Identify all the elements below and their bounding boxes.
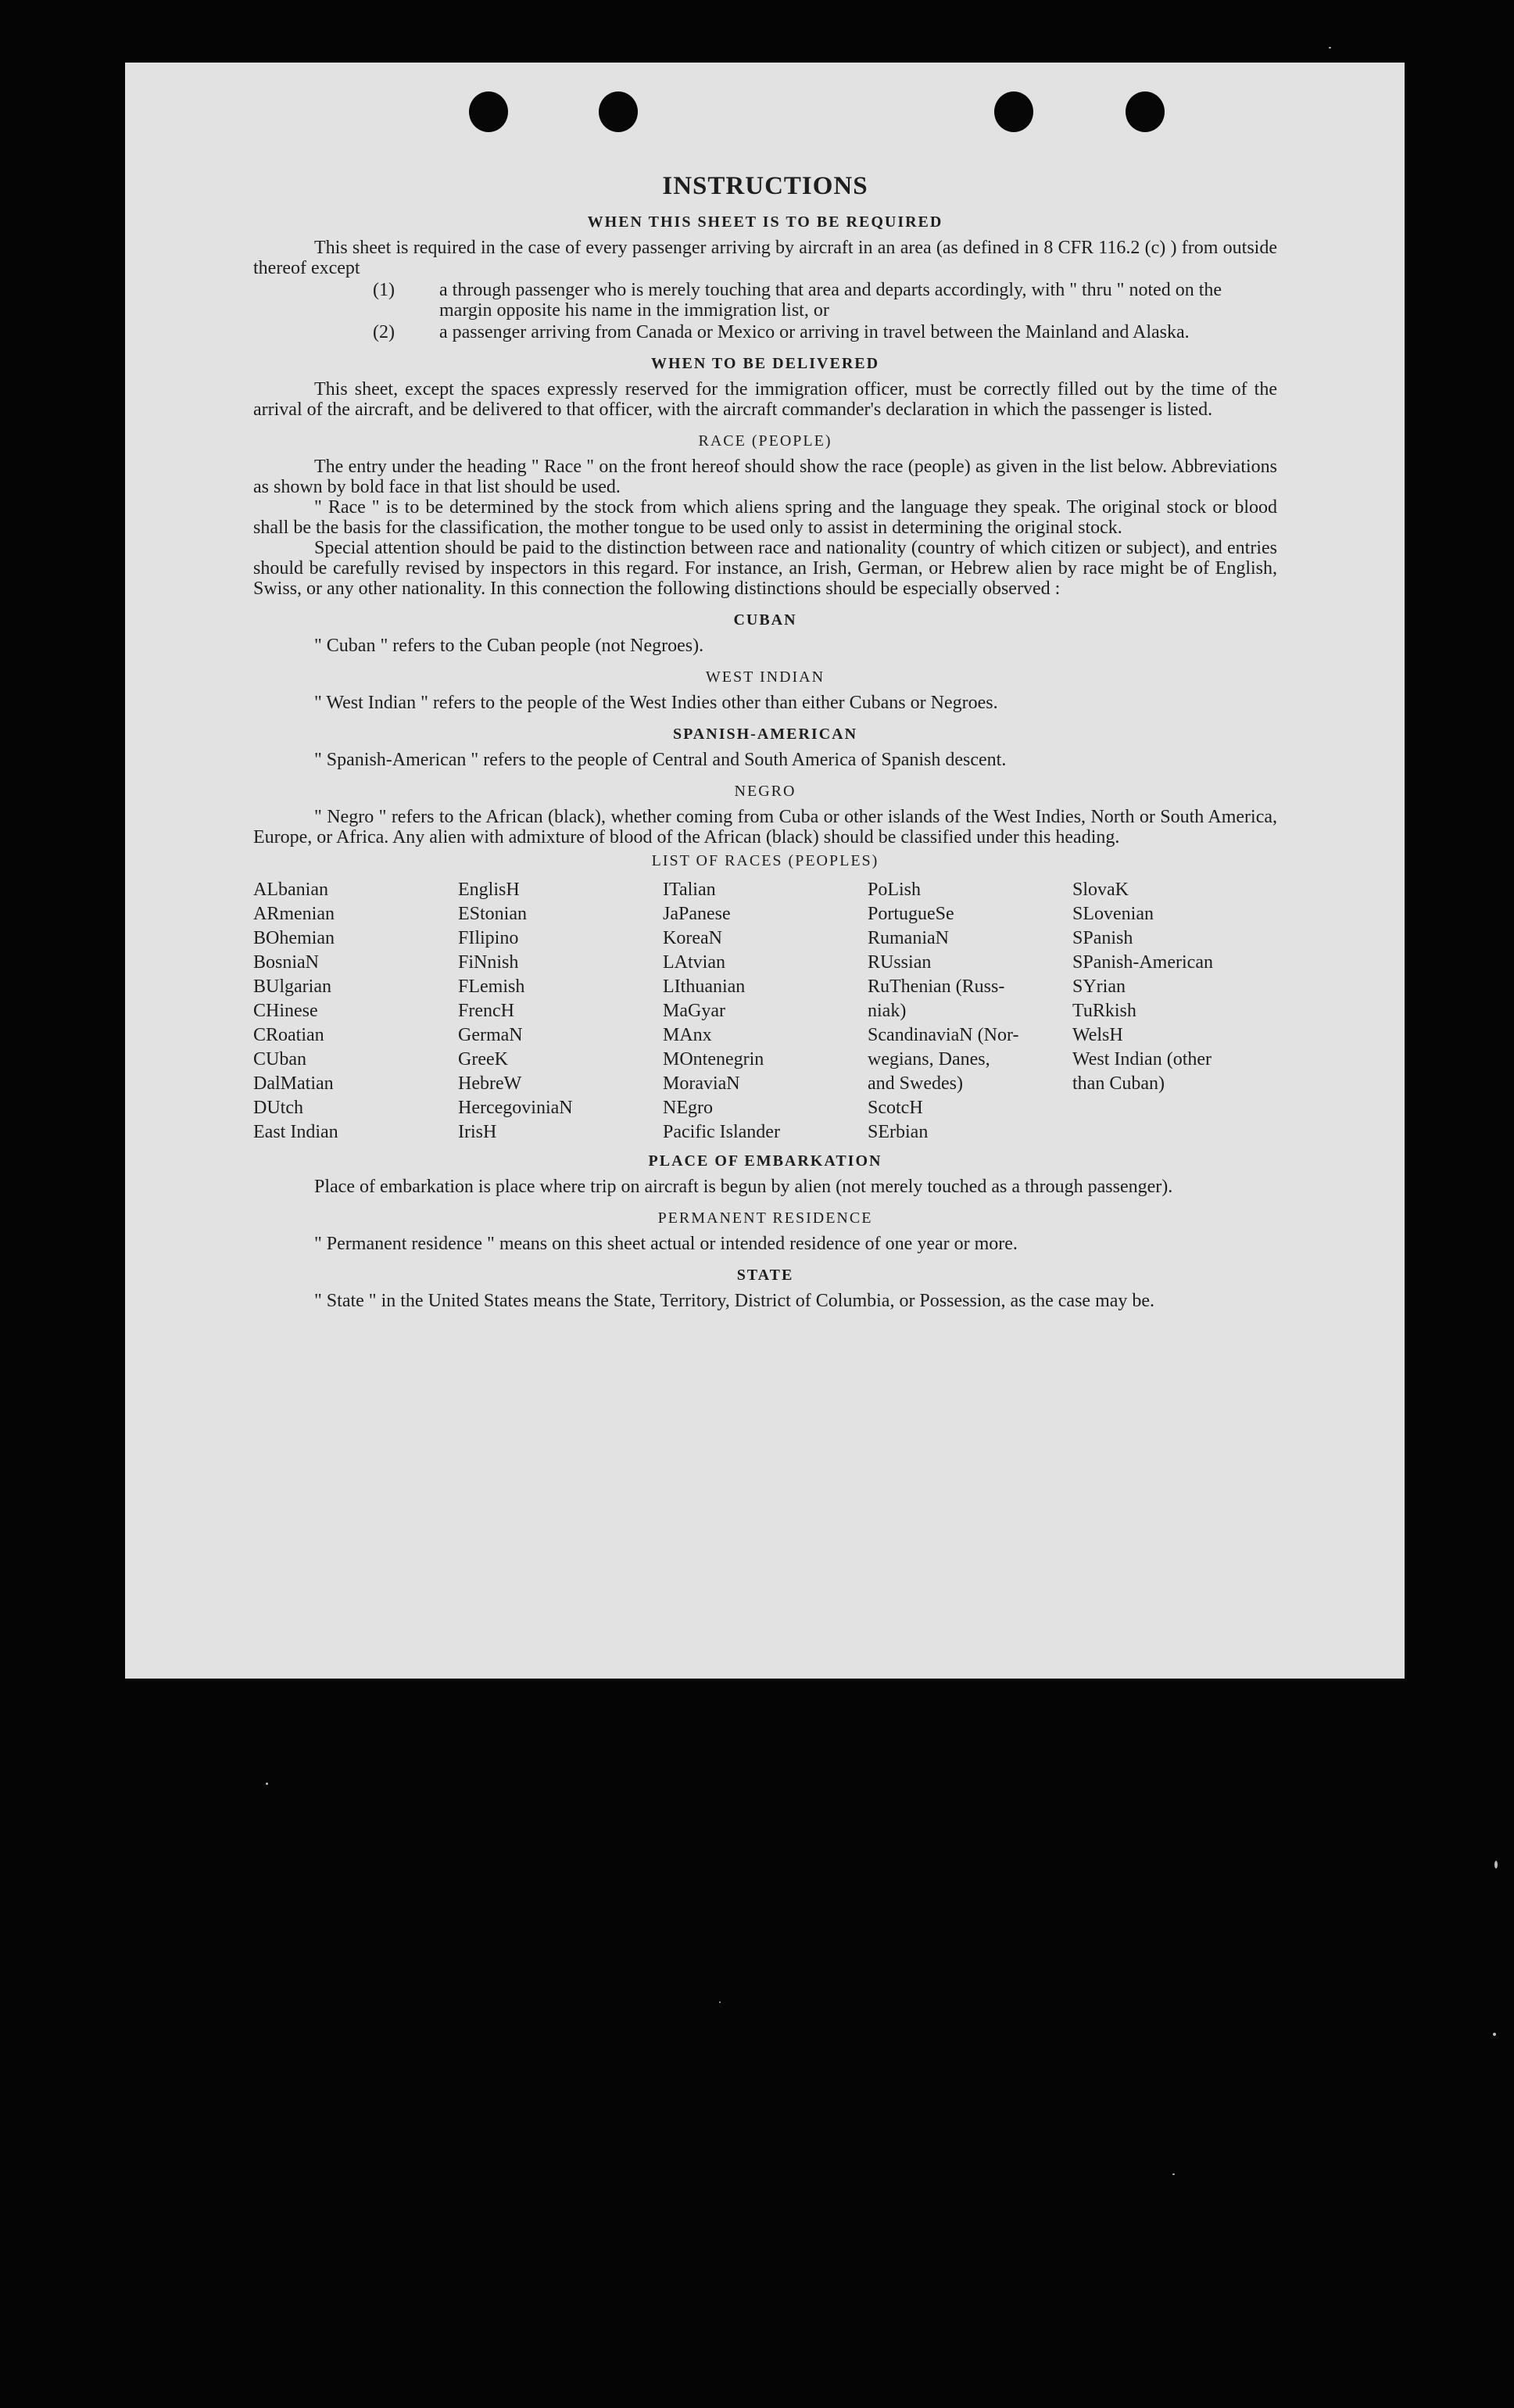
section-paragraph: " Race " is to be determined by the stock from which aliens spring and the language they speak. The original stock or blood shall be the basis for the classification, the mother tongue to be used only to assist in determining the original stock. <box>253 497 1277 538</box>
race-entry: RUssian <box>868 952 932 973</box>
section-spanish-american <box>253 726 1277 770</box>
section-paragraph: Special attention should be paid to the distinction between race and nationality (country of which citizen or subject), and entries should be carefully revised by inspectors in this regard. For instance, an Irish, German, or Hebrew alien by race might be of English, Swiss, or any other nationality. In this connection the following distinctions should be especially observed : <box>253 538 1277 599</box>
section-paragraph: " Negro " refers to the African (black), whether coming from Cuba or other islands of the West Indies, North or South America, Europe, or Africa. Any alien with admixture of blood of the African (black) should be classified under this heading. <box>253 807 1277 847</box>
section-heading: RACE (PEOPLE) <box>698 432 832 450</box>
race-entry: ALbanian <box>253 880 328 900</box>
scan-speck <box>266 1783 268 1785</box>
race-entry: RumaniaN <box>868 928 949 948</box>
races-column <box>253 878 458 1145</box>
item-number: (2) <box>373 322 395 342</box>
scan-speck <box>1493 2033 1496 2036</box>
race-entry: LIthuanian <box>663 976 746 997</box>
races-column <box>663 878 868 1145</box>
race-entry: DalMatian <box>253 1073 334 1094</box>
race-entry: GreeK <box>458 1049 508 1070</box>
punch-hole <box>1126 91 1165 132</box>
section-heading: NEGRO <box>734 783 796 800</box>
section-state <box>253 1267 1277 1311</box>
race-entry: SYrian <box>1072 976 1126 997</box>
race-entry: SErbian <box>868 1122 929 1142</box>
race-entry: KoreaN <box>663 928 722 948</box>
page-title: INSTRUCTIONS <box>662 172 868 200</box>
race-entry: BosniaN <box>253 952 319 973</box>
race-entry: NEgro <box>663 1098 713 1118</box>
race-entry: SLovenian <box>1072 904 1154 924</box>
race-entry: BOhemian <box>253 928 335 948</box>
list-item <box>253 322 1277 342</box>
scan-speck <box>1494 1861 1498 1869</box>
race-entry: SPanish <box>1072 928 1133 948</box>
race-entry: CRoatian <box>253 1025 324 1045</box>
item-number: (1) <box>373 280 395 300</box>
punch-hole <box>599 91 638 132</box>
race-entry: East Indian <box>253 1122 338 1142</box>
punch-hole <box>469 91 508 132</box>
section-paragraph: " West Indian " refers to the people of the West Indies other than either Cubans or Negroes. <box>314 693 998 713</box>
scan-speck <box>1172 2173 1175 2175</box>
race-entry: TuRkish <box>1072 1001 1136 1021</box>
race-entry: HercegoviniaN <box>458 1098 573 1118</box>
section-intro: This sheet is required in the case of every passenger arriving by aircraft in an area (as defined in 8 CFR 116.2 (c) ) from outside thereof except <box>253 238 1277 278</box>
race-entry: LAtvian <box>663 952 725 973</box>
document-sheet <box>125 63 1405 1679</box>
section-west-indian <box>253 668 1277 713</box>
section-paragraph: This sheet, except the spaces expressly reserved for the immigration officer, must be correctly filled out by the time of the arrival of the aircraft, and be delivered to that officer, with the aircraft commander's declaration in which the passenger is listed. <box>253 379 1277 420</box>
race-entry: JaPanese <box>663 904 731 924</box>
race-entry: SPanish-American <box>1072 952 1213 973</box>
section-heading: PERMANENT RESIDENCE <box>657 1209 873 1227</box>
race-entry: CHinese <box>253 1001 318 1021</box>
race-entry: DUtch <box>253 1098 303 1118</box>
scan-speck <box>719 2001 721 2003</box>
section-heading: PLACE OF EMBARKATION <box>648 1152 882 1170</box>
race-entry: than Cuban) <box>1072 1073 1165 1094</box>
section-list-of-races <box>253 852 1277 1145</box>
race-entry: RuThenian (Russ- <box>868 976 1005 997</box>
list-item <box>253 280 1277 321</box>
section-heading: WHEN THIS SHEET IS TO BE REQUIRED <box>587 213 943 231</box>
section-cuban <box>253 611 1277 656</box>
section-paragraph: The entry under the heading " Race " on the front hereof should show the race (people) as given in the list below. Abbreviations as shown by bold face in that list should be used. <box>253 457 1277 497</box>
race-entry: HebreW <box>458 1073 522 1094</box>
race-entry: and Swedes) <box>868 1073 963 1094</box>
race-entry: PortugueSe <box>868 904 954 924</box>
race-entry: CUban <box>253 1049 306 1070</box>
race-entry: SlovaK <box>1072 880 1129 900</box>
section-paragraph: " Cuban " refers to the Cuban people (not Negroes). <box>314 636 704 656</box>
race-entry: PoLish <box>868 880 922 900</box>
section-when-required <box>253 213 1277 342</box>
section-when-delivered <box>253 355 1277 420</box>
races-table <box>253 878 1277 1145</box>
race-entry: EStonian <box>458 904 527 924</box>
race-entry: FiNnish <box>458 952 519 973</box>
race-entry: WelsH <box>1072 1025 1123 1045</box>
race-entry: ScandinaviaN (Nor- <box>868 1025 1019 1045</box>
race-entry: wegians, Danes, <box>868 1049 990 1070</box>
race-entry: Pacific Islander <box>663 1122 780 1142</box>
instructions-content <box>253 172 1277 1311</box>
section-paragraph: Place of embarkation is place where trip on aircraft is begun by alien (not merely touched as a through passenger). <box>314 1177 1173 1197</box>
section-permanent-residence <box>253 1209 1277 1254</box>
section-heading: CUBAN <box>733 611 797 629</box>
section-paragraph: " State " in the United States means the State, Territory, District of Columbia, or Possession, as the case may be. <box>314 1291 1155 1311</box>
section-place-of-embarkation <box>253 1152 1277 1197</box>
race-entry: IrisH <box>458 1122 497 1142</box>
section-heading: WHEN TO BE DELIVERED <box>650 355 880 372</box>
race-entry: EnglisH <box>458 880 520 900</box>
section-paragraph: " Permanent residence " means on this sheet actual or intended residence of one year or more. <box>314 1234 1018 1254</box>
section-paragraph: " Spanish-American " refers to the people of Central and South America of Spanish descent. <box>314 750 1007 770</box>
punch-hole <box>994 91 1033 132</box>
item-text: a passenger arriving from Canada or Mexico or arriving in travel between the Mainland and Alaska. <box>439 322 1190 342</box>
races-column <box>868 878 1072 1145</box>
race-entry: FIlipino <box>458 928 519 948</box>
race-entry: MaGyar <box>663 1001 725 1021</box>
race-entry: MOntenegrin <box>663 1049 764 1070</box>
item-text: a through passenger who is merely touching that area and departs accordingly, with " thru " noted on the margin opposite his name in the immigration list, or <box>439 280 1222 321</box>
section-heading: WEST INDIAN <box>705 668 825 686</box>
race-entry: niak) <box>868 1001 907 1021</box>
race-entry: ScotcH <box>868 1098 923 1118</box>
race-entry: MAnx <box>663 1025 712 1045</box>
section-heading: LIST OF RACES (PEOPLES) <box>651 852 879 869</box>
section-race <box>253 432 1277 599</box>
race-entry: BUlgarian <box>253 976 331 997</box>
race-entry: West Indian (other <box>1072 1049 1212 1070</box>
section-heading: SPANISH-AMERICAN <box>672 726 858 743</box>
race-entry: FLemish <box>458 976 525 997</box>
race-entry: MoraviaN <box>663 1073 740 1094</box>
races-column <box>458 878 663 1145</box>
races-column <box>1072 878 1277 1145</box>
race-entry: FrencH <box>458 1001 514 1021</box>
section-heading: STATE <box>736 1267 794 1284</box>
scan-speck <box>1329 47 1331 48</box>
race-entry: ARmenian <box>253 904 335 924</box>
race-entry: ITalian <box>663 880 716 900</box>
race-entry: GermaN <box>458 1025 523 1045</box>
section-negro <box>253 783 1277 847</box>
